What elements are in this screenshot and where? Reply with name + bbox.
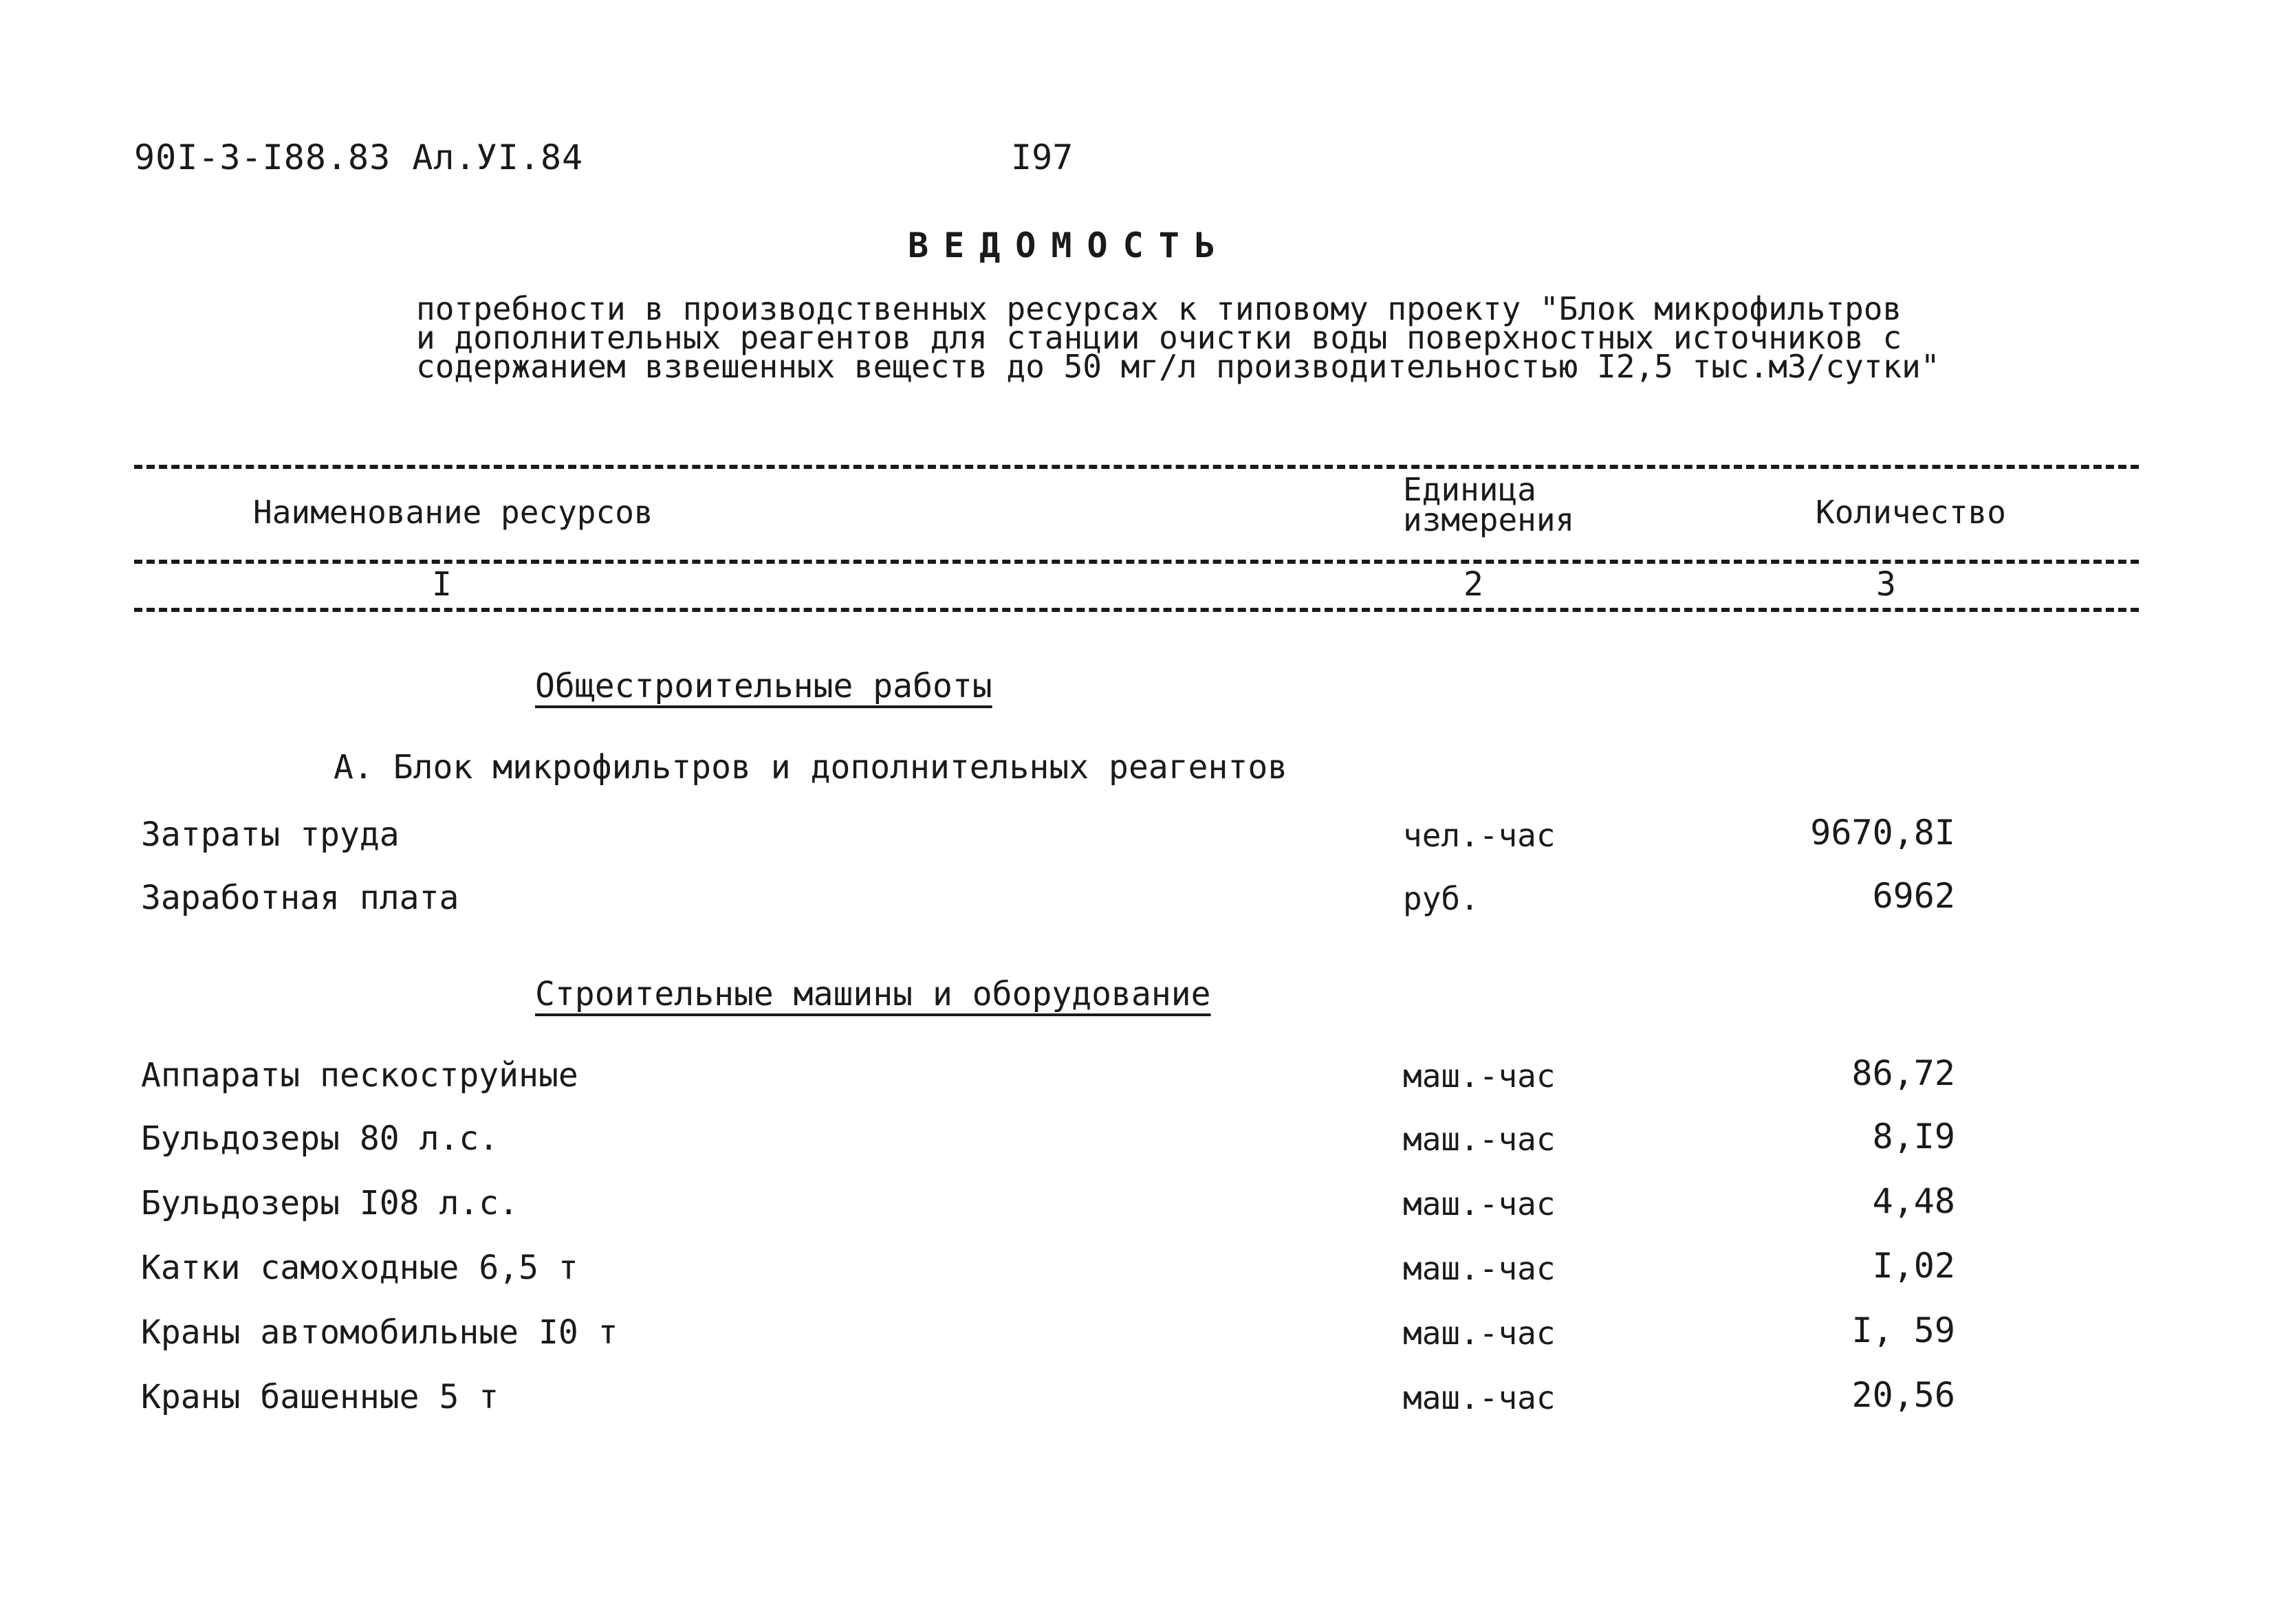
subtitle-line: содержанием взвешенных веществ до 50 мг/л производительностью I2,5 тыс.м3/сутки": [416, 348, 1940, 385]
row-name: Аппараты пескоструйные: [141, 1056, 578, 1095]
subtitle-line: и дополнительных реагентов для станции очистки воды поверхностных источников с: [416, 319, 1902, 356]
section-subtitle-block-a: А. Блок микрофильтров и дополнительных реагентов: [334, 748, 1288, 787]
column-number-2: 2: [1457, 565, 1490, 604]
section-title-general-construction: Общестроительные работы: [535, 667, 992, 705]
row-name: Бульдозеры I08 л.с.: [141, 1184, 519, 1222]
document-title: ВЕДОМОСТЬ: [908, 226, 1230, 265]
row-name: Заработная плата: [141, 879, 459, 917]
document-subtitle: [416, 290, 1940, 385]
row-unit: маш.-час: [1403, 1315, 1556, 1352]
column-header-unit: Единица измерения: [1403, 471, 1575, 538]
row-name: Затраты труда: [141, 815, 400, 854]
subtitle-line: потребности в производственных ресурсах к типовому проекту "Блок микрофильтров: [416, 290, 1902, 327]
page-number: I97: [1011, 138, 1074, 177]
row-name: Краны башенные 5 т: [141, 1378, 499, 1416]
row-unit: руб.: [1403, 880, 1479, 917]
row-qty: I, 59: [1851, 1310, 1955, 1350]
column-header-name: Наименование ресурсов: [253, 494, 653, 531]
table-number-rule: [134, 608, 2139, 612]
row-qty: 6962: [1872, 876, 1955, 916]
row-qty: 86,72: [1851, 1053, 1955, 1093]
row-name: Катки самоходные 6,5 т: [141, 1249, 578, 1287]
document-code: 90I-3-I88.83 Ал.УI.84: [134, 138, 584, 177]
row-qty: 4,48: [1872, 1181, 1955, 1221]
table-top-rule: [134, 465, 2139, 469]
row-unit: маш.-час: [1403, 1057, 1556, 1095]
column-number-3: 3: [1869, 565, 1903, 604]
row-qty: 20,56: [1851, 1375, 1955, 1415]
row-unit: маш.-час: [1403, 1185, 1556, 1222]
row-unit: маш.-час: [1403, 1379, 1556, 1416]
row-qty: 8,I9: [1872, 1117, 1955, 1156]
table-header-rule: [134, 560, 2139, 564]
row-name: Бульдозеры 80 л.с.: [141, 1119, 499, 1158]
row-unit: маш.-час: [1403, 1121, 1556, 1158]
column-header-qty: Количество: [1816, 494, 2006, 531]
row-qty: 9670,8I: [1810, 813, 1955, 853]
row-qty: I,02: [1872, 1246, 1955, 1286]
row-name: Краны автомобильные I0 т: [141, 1313, 618, 1352]
section-title-machines: Строительные машины и оборудование: [535, 975, 1211, 1013]
row-unit: маш.-час: [1403, 1250, 1556, 1287]
row-unit: чел.-час: [1403, 817, 1556, 854]
column-number-1: I: [425, 565, 459, 604]
